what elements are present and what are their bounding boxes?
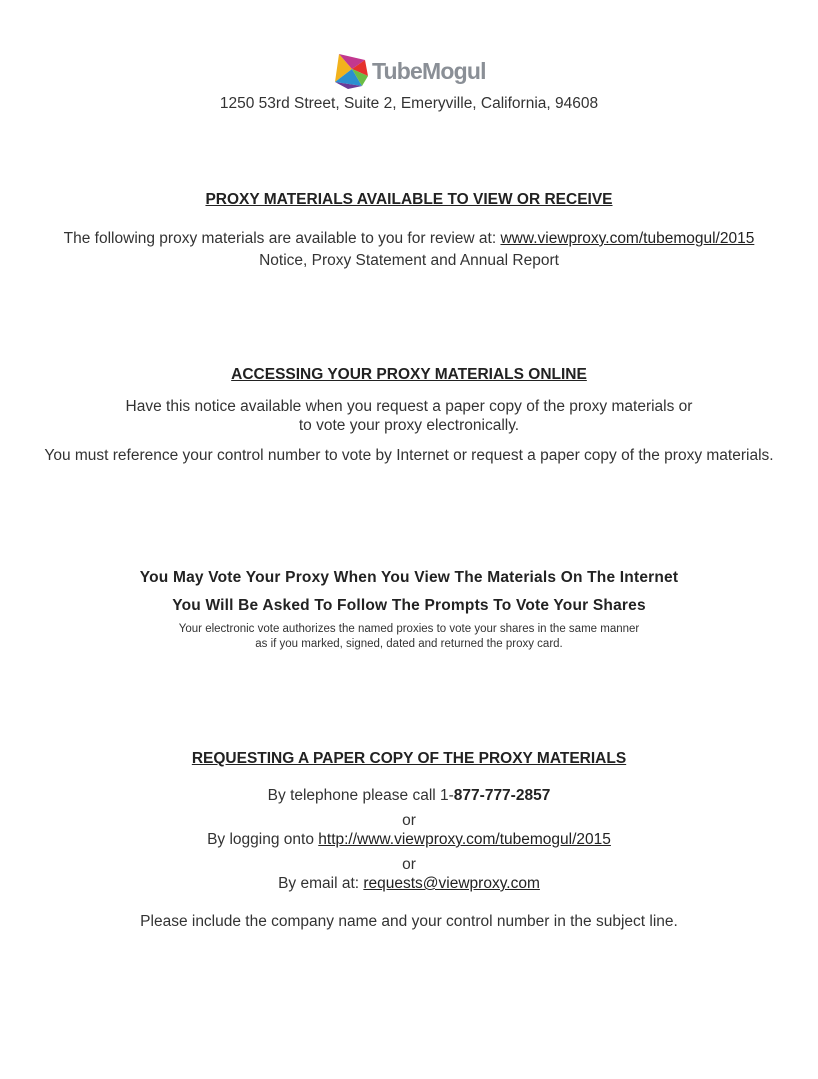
email-link[interactable]: requests@viewproxy.com	[363, 875, 540, 892]
company-name: TubeMogul	[372, 57, 486, 84]
viewproxy-link[interactable]: www.viewproxy.com/tubemogul/2015	[500, 230, 755, 247]
notice-line-1: Have this notice available when you request a paper copy of the proxy materials or	[125, 398, 693, 415]
vote-disclaimer-1: Your electronic vote authorizes the named proxies to vote your shares in the same manner	[178, 623, 640, 635]
email-prefix: By email at:	[278, 875, 364, 892]
telephone-number[interactable]: 877-777-2857	[453, 787, 551, 804]
materials-list: Notice, Proxy Statement and Annual Report	[259, 252, 559, 269]
review-line-prefix: The following proxy materials are available to you for review at:	[63, 230, 501, 247]
section-heading-paper-copy: REQUESTING A PAPER COPY OF THE PROXY MATERIALS	[191, 750, 627, 767]
vote-heading-2: You Will Be Asked To Follow The Prompts To Vote Your Shares	[172, 597, 646, 614]
telephone-prefix: By telephone please call 1-	[267, 787, 454, 804]
vote-disclaimer-2: as if you marked, signed, dated and returned the proxy card.	[255, 638, 563, 650]
web-prefix: By logging onto	[207, 831, 319, 848]
section-heading-proxy-materials: PROXY MATERIALS AVAILABLE TO VIEW OR RECEIVE	[205, 191, 613, 208]
subject-line-note: Please include the company name and your control number in the subject line.	[140, 913, 678, 930]
paper-copy-web-link[interactable]: http://www.viewproxy.com/tubemogul/2015	[318, 831, 611, 848]
or-separator-2: or	[402, 856, 416, 873]
tubemogul-logo-icon	[332, 52, 370, 90]
telephone-line	[0, 787, 818, 805]
company-address: 1250 53rd Street, Suite 2, Emeryville, California, 94608	[219, 95, 599, 112]
vote-heading-1: You May Vote Your Proxy When You View The Materials On The Internet	[139, 569, 679, 586]
notice-line-2: to vote your proxy electronically.	[298, 417, 520, 434]
review-line	[0, 230, 818, 248]
or-separator-1: or	[402, 812, 416, 829]
section-heading-accessing-online: ACCESSING YOUR PROXY MATERIALS ONLINE	[231, 366, 587, 383]
company-logo	[332, 51, 486, 91]
control-number-line: You must reference your control number to vote by Internet or request a paper copy of the proxy materials.	[44, 447, 774, 464]
email-line	[0, 875, 818, 893]
web-line	[0, 831, 818, 849]
